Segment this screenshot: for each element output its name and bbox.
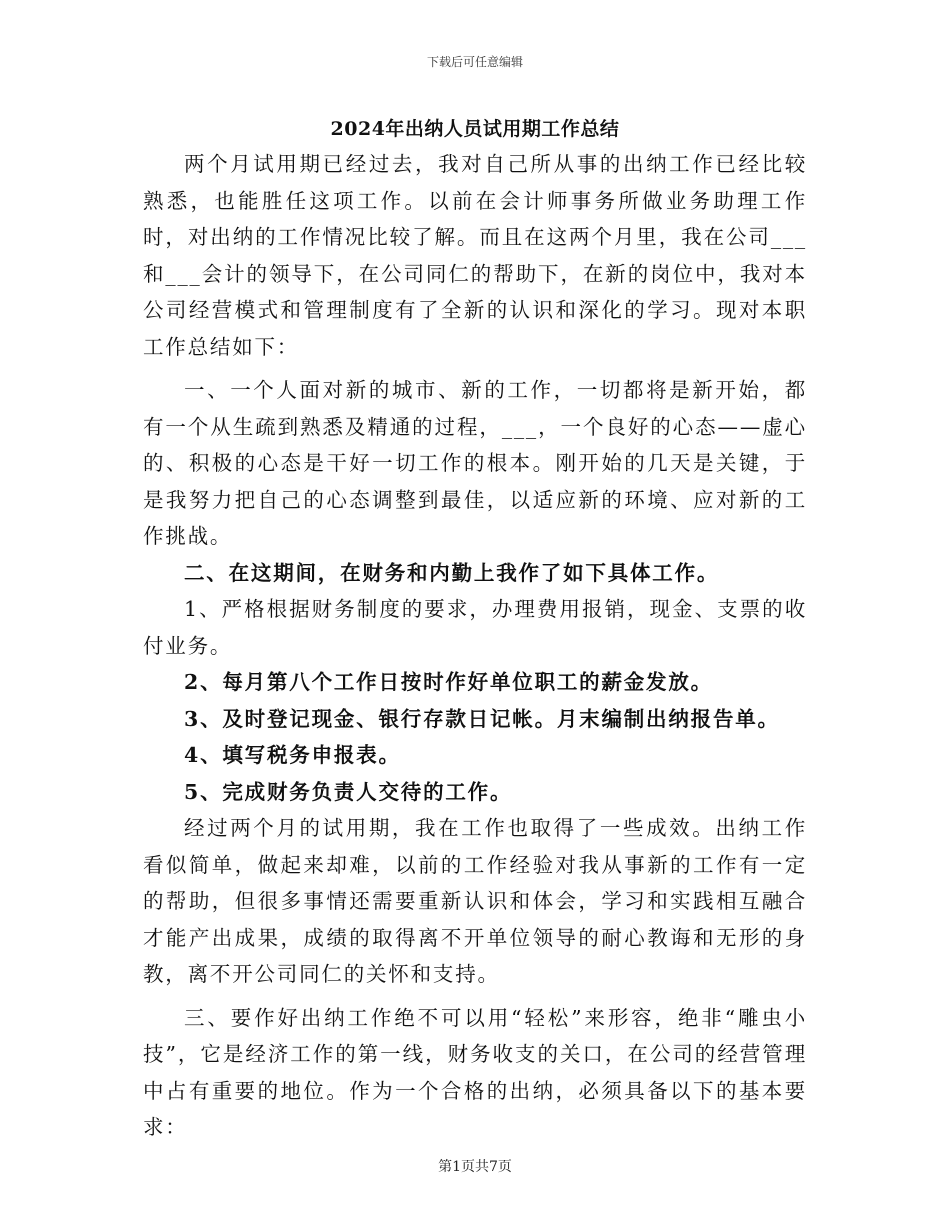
paragraph-section-three: 三、要作好出纳工作绝不可以用“轻松”来形容，绝非“雕虫小技”，它是经济工作的第一线，财务收支的关口，在公司的经营管理中占有重要的地位。作为一个合格的出纳，必须具备以下的基本要求： (143, 1005, 807, 1139)
paragraph-intro: 两个月试用期已经过去，我对自己所从事的出纳工作已经比较熟悉，也能胜任这项工作。以前在会计师事务所做业务助理工作时，对出纳的工作情况比较了解。而且在这两个月里，我在公司___和___会计的领导下，在公司同仁的帮助下，在新的岗位中，我对本公司经营模式和管理制度有了全新的认识和深化的学习。现对本职工作总结如下： (143, 152, 807, 359)
page-header-note: 下载后可任意编辑 (426, 55, 523, 69)
document-body (143, 146, 807, 1146)
paragraph-item-3: 3、及时登记现金、银行存款日记帐。月末编制出纳报告单。 (184, 706, 780, 731)
paragraph-item-2: 2、每月第八个工作日按时作好单位职工的薪金发放。 (184, 670, 713, 694)
paragraph-item-1: 1、严格根据财务制度的要求，办理费用报销，现金、支票的收付业务。 (143, 597, 807, 658)
page-number: 第1页共7页 (438, 1159, 512, 1175)
paragraph-item-4: 4、填写税务申报表。 (184, 743, 401, 767)
paragraph-results: 经过两个月的试用期，我在工作也取得了一些成效。出纳工作看似简单，做起来却难，以前的工作经验对我从事新的工作有一定的帮助，但很多事情还需要重新认识和体会，学习和实践相互融合才能产出成果，成绩的取得离不开单位领导的耐心教诲和无形的身教，离不开公司同仁的关怀和支持。 (143, 816, 807, 986)
paragraph-section-one: 一、一个人面对新的城市、新的工作，一切都将是新开始，都有一个从生疏到熟悉及精通的过程，___，一个良好的心态——虚心的、积极的心态是干好一切工作的根本。刚开始的几天是关键，于是我努力把自己的心态调整到最佳，以适应新的环境、应对新的工作挑战。 (143, 378, 807, 548)
document-title: 2024年出纳人员试用期工作总结 (330, 118, 620, 140)
paragraph-section-two-heading: 二、在这期间，在财务和内勤上我作了如下具体工作。 (184, 560, 720, 585)
paragraph-item-5: 5、完成财务负责人交待的工作。 (184, 779, 513, 804)
